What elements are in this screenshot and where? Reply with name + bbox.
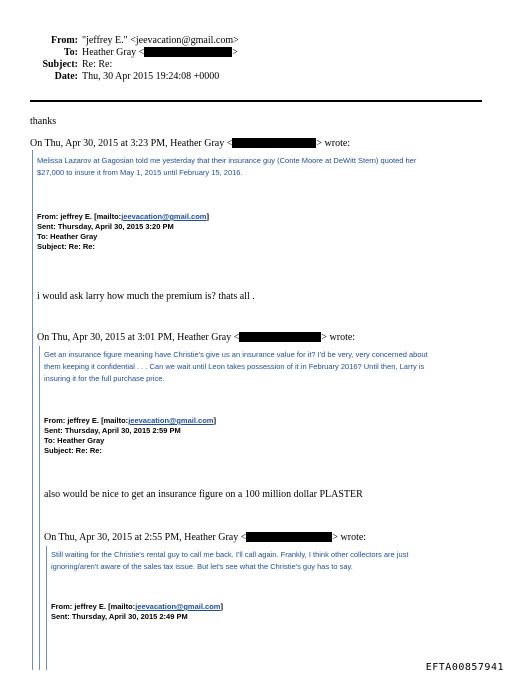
header-subject-row	[0, 59, 239, 71]
fwd1-to: To: Heather Gray	[37, 232, 98, 241]
date-value: Thu, 30 Apr 2015 19:24:08 +0000	[82, 71, 220, 82]
reply3: also would be nice to get an insurance figure on a 100 million dollar PLASTER	[44, 489, 363, 500]
fwd2-from: From: jeffrey E. [mailto:jeevacation@gmail.com]	[44, 416, 216, 425]
to-label: To:	[63, 47, 78, 58]
msg2-line2: them keeping it confidential . . . Can we wait until Leon takes possession of it in February 2016? Until then, Larry is	[44, 362, 425, 371]
from-label: From:	[50, 35, 78, 46]
msg1-quote	[32, 150, 483, 670]
fwd3-email-link[interactable]: jeevacation@gmail.com	[135, 602, 221, 611]
fwd3-sent: Sent: Thursday, April 30, 2015 2:49 PM	[51, 612, 188, 621]
msg1-line2: $27,000 to insure it from May 1, 2015 until February 15, 2016.	[37, 168, 243, 177]
fwd2-header	[44, 416, 216, 456]
msg2-line1: Get an insurance figure meaning have Christie's give us an insurance value for it? I'd be very, very concerned about	[44, 350, 428, 359]
fwd2-email-link[interactable]: jeevacation@gmail.com	[128, 416, 214, 425]
fwd1-sent: Sent: Thursday, April 30, 2015 3:20 PM	[37, 222, 174, 231]
msg1-intro-pre: On Thu, Apr 30, 2015 at 3:23 PM, Heather Gray <	[30, 138, 233, 149]
fwd2-sent: Sent: Thursday, April 30, 2015 2:59 PM	[44, 426, 181, 435]
msg1-line1: Melissa Lazarov at Gagosian told me yesterday that their insurance guy (Conte Moore at DeWitt Stern) quoted her	[37, 156, 417, 165]
redaction-bar	[232, 138, 316, 148]
subject-label: Subject:	[42, 59, 78, 70]
email-header	[0, 35, 239, 83]
msg1-intro-post: > wrote:	[316, 138, 351, 149]
header-date-row	[0, 71, 239, 83]
msg2-intro: On Thu, Apr 30, 2015 at 3:01 PM, Heather Gray < > wrote:	[37, 332, 356, 343]
header-to-row	[0, 47, 239, 59]
reply-thanks: thanks	[30, 116, 57, 127]
msg1-intro	[30, 138, 350, 150]
to-value-pre: Heather Gray <	[82, 47, 145, 58]
from-value: "jeffrey E." <jeevacation@gmail.com>	[82, 35, 239, 46]
subject-value: Re: Re:	[82, 59, 113, 70]
msg3-line1: Still waiting for the Christie's rental guy to call me back. I'll call again. Frankly, I think other collectors are just	[51, 550, 409, 559]
fwd3-from: From: jeffrey E. [mailto:jeevacation@gmail.com]	[51, 602, 223, 611]
msg3-intro: On Thu, Apr 30, 2015 at 2:55 PM, Heather Gray < > wrote:	[44, 532, 367, 543]
fwd1-subject: Subject: Re: Re:	[37, 242, 95, 251]
msg2-line3: insuring it for the full purchase price.	[44, 374, 165, 383]
header-divider	[30, 100, 482, 102]
fwd1-from: From: jeffrey E. [mailto:jeevacation@gmail.com]	[37, 212, 209, 221]
fwd2-subject: Subject: Re: Re:	[44, 446, 102, 455]
fwd1-email-link[interactable]: jeevacation@gmail.com	[121, 212, 207, 221]
footer-document-id: EFTA00857941	[425, 662, 504, 673]
fwd1-header	[37, 212, 209, 252]
to-value-post: >	[232, 47, 238, 58]
reply2: i would ask larry how much the premium is? thats all .	[37, 291, 255, 302]
redaction-bar	[246, 532, 332, 542]
fwd3-header	[51, 602, 223, 622]
header-from-row	[0, 35, 239, 47]
msg3-quote	[46, 546, 467, 670]
redaction-bar	[239, 332, 321, 342]
msg2-quote	[39, 346, 480, 670]
date-label: Date:	[54, 71, 78, 82]
redaction-bar	[144, 47, 232, 57]
msg3-line2: ignoring/aren't aware of the sales tax issue. But let's see what the Christie's guy has to say.	[51, 562, 353, 571]
fwd2-to: To: Heather Gray	[44, 436, 105, 445]
